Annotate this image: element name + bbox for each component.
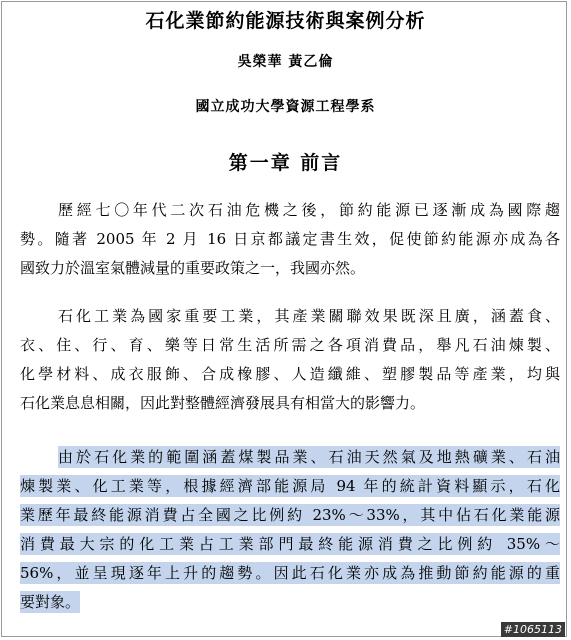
watermark-id: #1065113: [501, 622, 565, 637]
selected-text: 要對象。: [20, 593, 81, 611]
paragraph-line: 歷經七〇年代二次石油危機之後，節約能源已逐漸成為國際趨: [58, 201, 560, 219]
paragraph-3-selected[interactable]: [20, 443, 560, 617]
selected-text: 業歷年最終能源消費占全國之比例約 23%～33%，其中佔石化業能源: [20, 506, 560, 524]
paragraph-2[interactable]: [20, 302, 560, 418]
selected-text: 由於石化業的範圍涵蓋煤製品業、石油天然氣及地熱礦業、石油: [58, 448, 560, 466]
selected-line: [20, 559, 560, 588]
paragraph-line: 勢。隨著 2005 年 2 月 16 日京都議定書生效，促使節約能源亦成為各: [20, 230, 560, 248]
selected-line: [20, 588, 560, 617]
selected-text: 消費最大宗的化工業占工業部門最終能源消費之比例約 35%～: [20, 535, 560, 553]
paragraph-1[interactable]: [20, 196, 560, 283]
paragraph-line: 國致力於溫室氣體減量的重要政策之一，我國亦然。: [20, 259, 366, 277]
paragraph-line: 石化業息息相關，因此對整體經濟發展具有相當大的影響力。: [20, 394, 426, 412]
selected-line: [20, 530, 560, 559]
selected-line: [20, 443, 560, 472]
chapter-heading: 第一章 前言: [228, 152, 343, 174]
paragraph-line: 石化工業為國家重要工業，其產業關聯效果既深且廣，涵蓋食、: [58, 307, 560, 325]
selected-line: [20, 472, 560, 501]
paragraph-line: 衣、住、行、育、樂等日常生活所需之各項消費品，舉凡石油煉製、: [20, 336, 560, 354]
selected-text: 煉製業、化工業等，根據經濟部能源局 94 年的統計資料顯示，石化: [20, 477, 560, 495]
authors: 吳榮華 黃乙倫: [237, 54, 334, 70]
affiliation: 國立成功大學資源工程學系: [195, 99, 376, 115]
selected-line: [20, 501, 560, 530]
paragraph-line: 化學材料、成衣服飾、合成橡膠、人造纖維、塑膠製品等產業，均與: [20, 365, 560, 383]
document-title: 石化業節約能源技術與案例分析: [145, 10, 426, 32]
selected-text: 56%，並呈現逐年上升的趨勢。因此石化業亦成為推動節約能源的重: [20, 564, 560, 582]
